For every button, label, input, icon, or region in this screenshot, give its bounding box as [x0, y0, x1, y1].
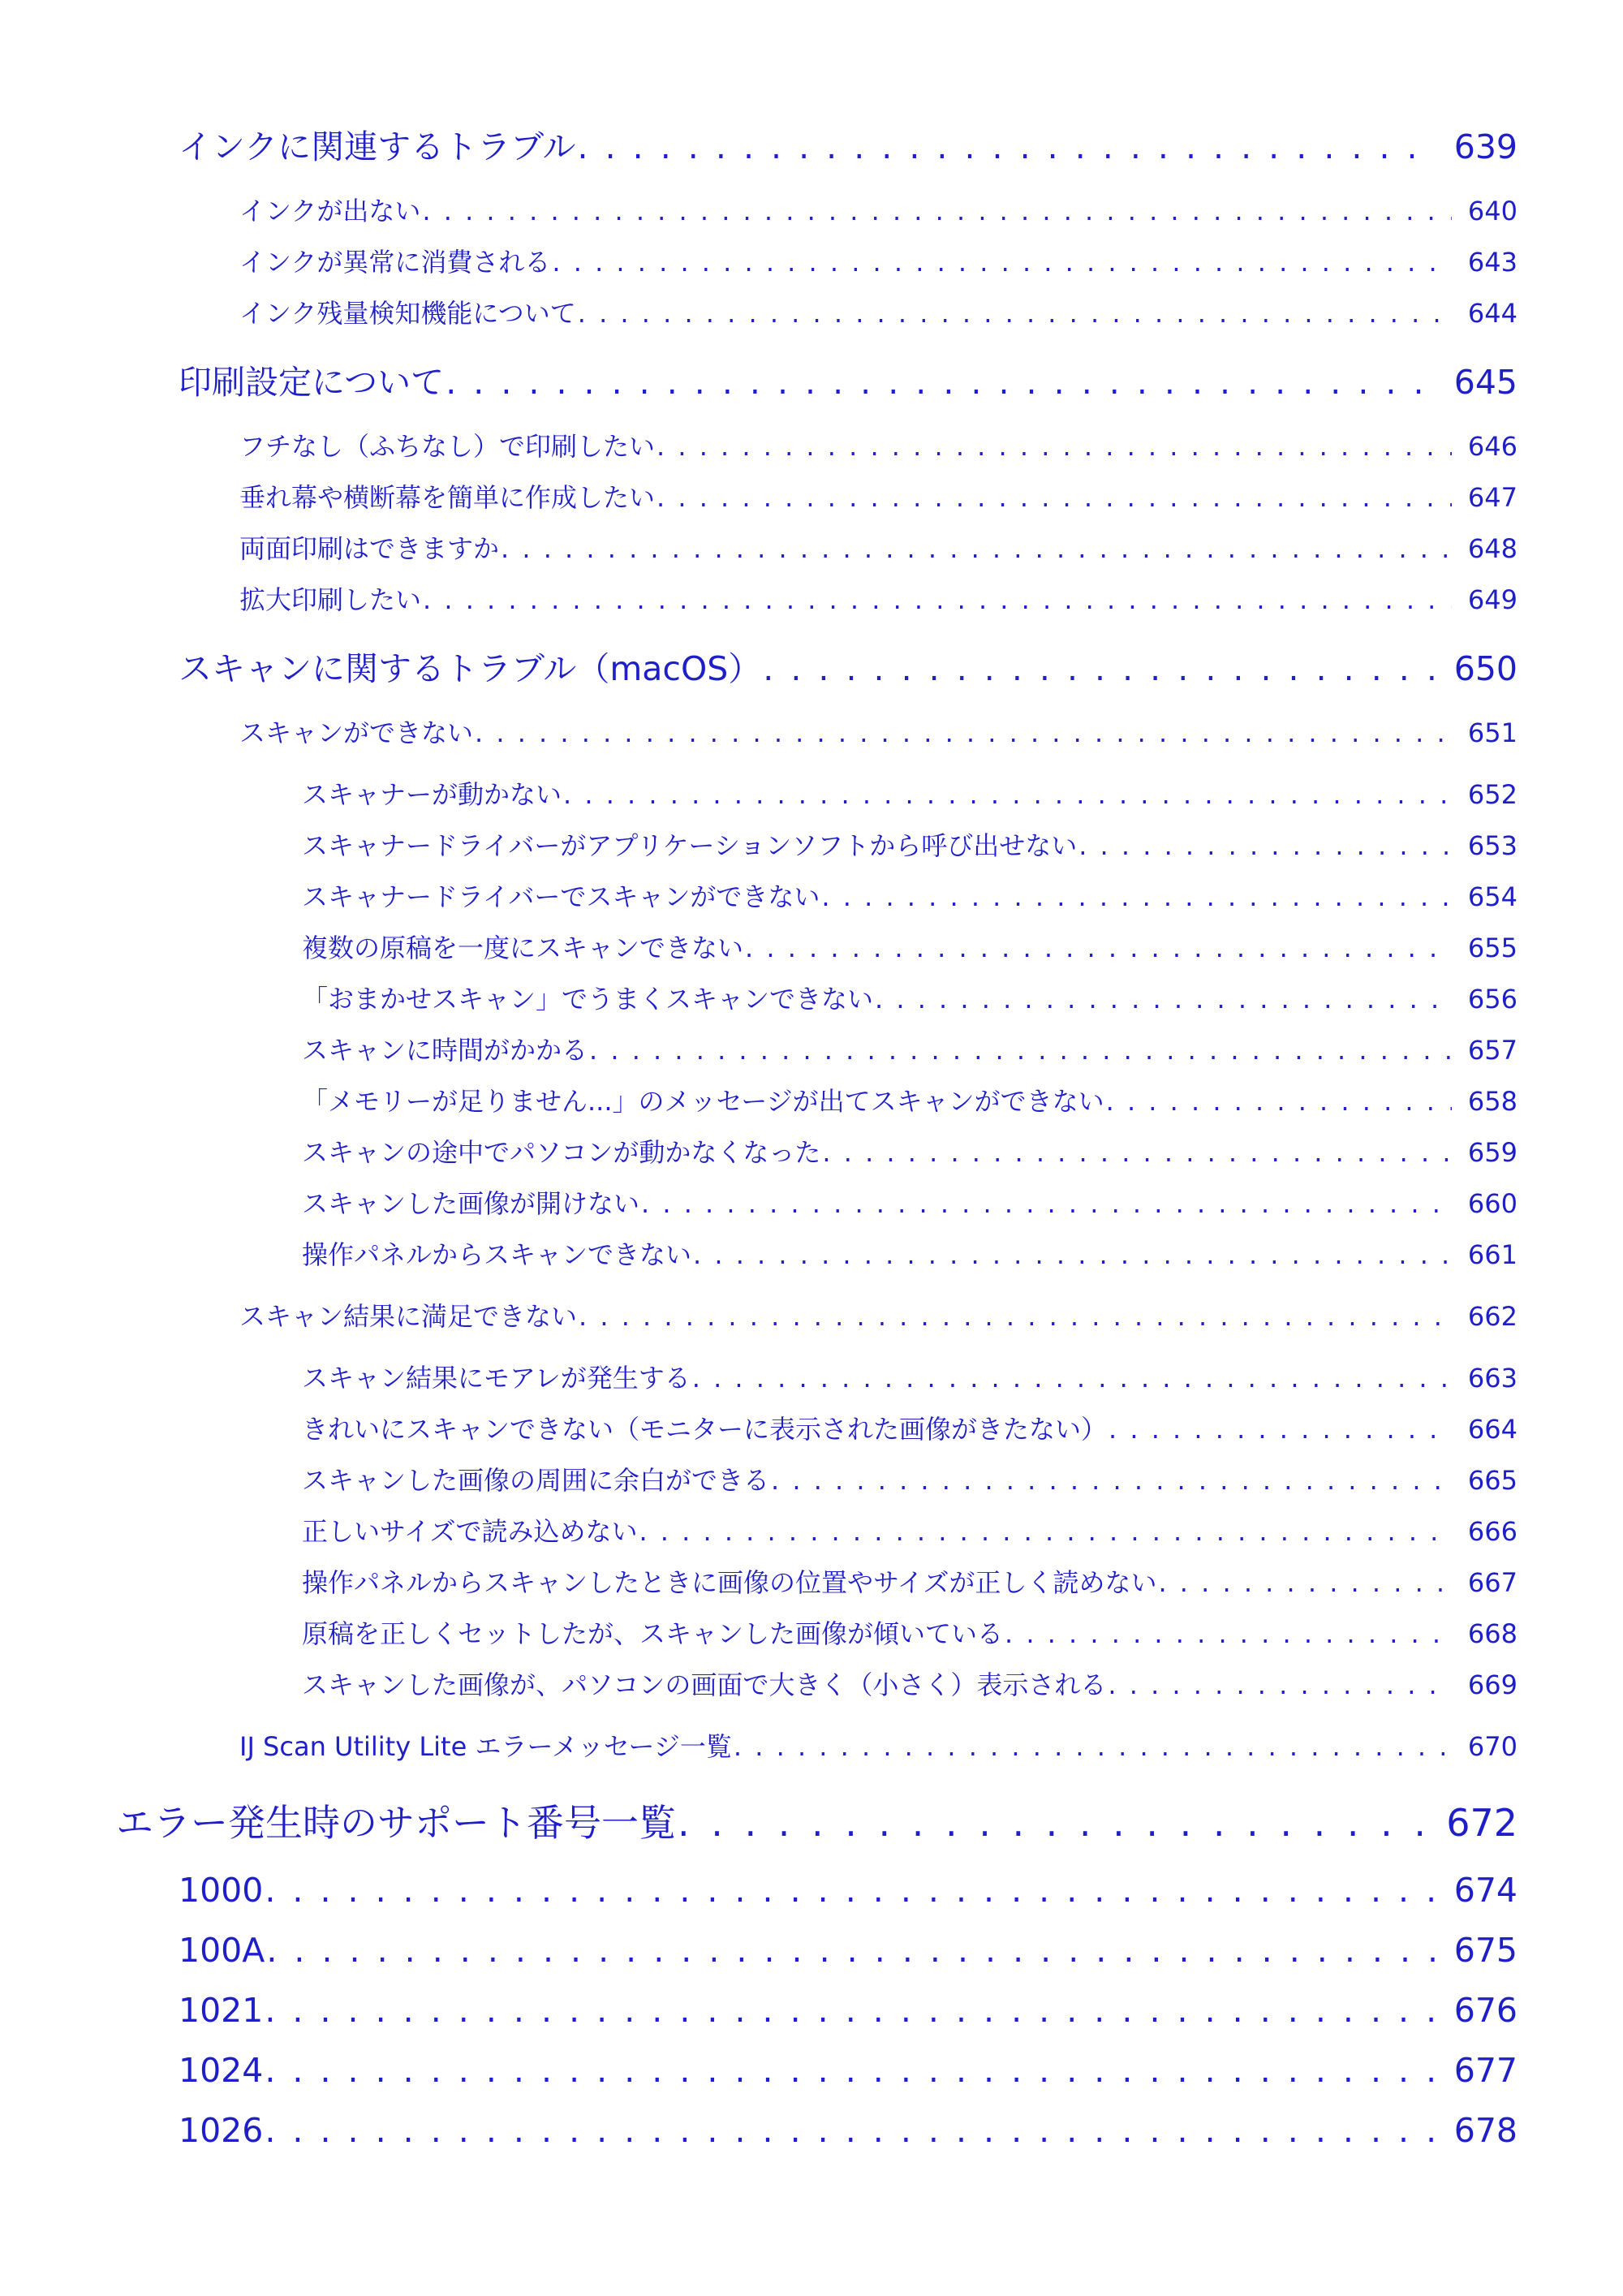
toc-entry-page: 662	[1467, 1301, 1518, 1332]
toc-entry-page: 666	[1467, 1516, 1518, 1547]
toc-entry-driver-cannot-start[interactable]	[302, 825, 1518, 863]
toc-entry-ink-consumed-abnormally[interactable]	[239, 242, 1518, 279]
toc-entry-page: 674	[1453, 1871, 1518, 1910]
dot-leader	[475, 717, 1452, 748]
dot-leader	[1078, 830, 1452, 861]
dot-leader	[639, 1516, 1451, 1547]
toc-entry-page: 670	[1467, 1731, 1518, 1762]
toc-entry-page: 651	[1467, 717, 1518, 748]
toc-entry-title: スキャンした画像が、パソコンの画面で大きく（小さく）表示される	[302, 1669, 1107, 1700]
toc-entry-title: スキャンに時間がかかる	[302, 1035, 588, 1066]
toc-entry-page: 667	[1467, 1567, 1518, 1598]
toc-entry-page: 648	[1467, 533, 1518, 564]
toc-entry-page: 654	[1467, 881, 1518, 912]
toc-entry-page: 676	[1453, 1991, 1518, 2030]
dot-leader	[589, 1035, 1452, 1066]
toc-entry-title: IJ Scan Utility Lite エラーメッセージ一覧	[239, 1731, 732, 1762]
toc-entry-title: 両面印刷はできますか	[239, 533, 500, 564]
toc-entry-title: 複数の原稿を一度にスキャンできない	[302, 933, 744, 963]
toc-entry-duplex[interactable]	[239, 528, 1518, 566]
dot-leader	[1158, 1567, 1451, 1598]
toc-entry-page: 678	[1453, 2111, 1518, 2150]
toc-entry-driver-cannot-scan[interactable]	[302, 877, 1518, 914]
toc-entry-title: きれいにスキャンできない（モニターに表示された画像がきたない）	[302, 1414, 1108, 1445]
dot-leader	[1108, 1669, 1452, 1700]
dot-leader	[745, 933, 1452, 963]
toc-entry-page: 668	[1467, 1618, 1518, 1649]
toc-entry-page: 647	[1467, 482, 1518, 513]
toc-entry-title: 1026	[179, 2111, 264, 2150]
toc-entry-page: 663	[1467, 1363, 1518, 1394]
toc-entry-page: 664	[1467, 1414, 1518, 1445]
dot-leader	[578, 298, 1452, 329]
toc-entry-wrong-size[interactable]	[302, 1511, 1518, 1549]
toc-entry-page: 655	[1467, 933, 1518, 963]
toc-entry-ij-scan-errors[interactable]	[239, 1726, 1518, 1764]
toc-entry-page: 656	[1467, 984, 1518, 1014]
toc-entry-page: 646	[1467, 431, 1518, 462]
toc-entry-page: 675	[1453, 1931, 1518, 1970]
toc-entry-title: スキャンができない	[239, 717, 474, 748]
toc-entry-title: エラー発生時のサポート番号一覧	[116, 1801, 676, 1845]
toc-entry-computer-freezes[interactable]	[302, 1132, 1518, 1170]
toc-entry-ink-level-detection[interactable]	[239, 293, 1518, 330]
toc-entry-title: 「おまかせスキャン」でうまくスキャンできない	[302, 984, 874, 1014]
toc-entry-page: 669	[1467, 1669, 1518, 1700]
toc-entry-title: 1021	[179, 1991, 264, 2030]
toc-entry-page: 659	[1467, 1137, 1518, 1168]
toc-entry-page: 643	[1467, 247, 1518, 278]
toc-entry-page: 653	[1467, 830, 1518, 861]
toc-entry-panel-position[interactable]	[302, 1562, 1518, 1600]
dot-leader	[578, 127, 1438, 166]
toc-entry-display-size[interactable]	[302, 1665, 1518, 1702]
toc-entry-title: 原稿を正しくセットしたが、スキャンした画像が傾いている	[302, 1618, 1004, 1649]
toc-entry-code-1026[interactable]	[179, 2111, 1518, 2150]
dot-leader	[692, 1363, 1452, 1394]
toc-entry-page: 644	[1467, 298, 1518, 329]
toc-entry-image-cannot-open[interactable]	[302, 1183, 1518, 1221]
dot-leader	[266, 1931, 1437, 1970]
toc-entry-page: 640	[1467, 196, 1518, 226]
dot-leader	[552, 247, 1452, 278]
dot-leader	[1005, 1618, 1452, 1649]
toc-entry-poor-quality[interactable]	[302, 1409, 1518, 1446]
toc-entry-code-1000[interactable]	[179, 1871, 1518, 1910]
toc-entry-page: 639	[1453, 127, 1518, 166]
toc-entry-title: インクが異常に消費される	[239, 247, 551, 278]
dot-leader	[422, 196, 1452, 226]
toc-entry-code-100a[interactable]	[179, 1931, 1518, 1970]
toc-entry-memory-message[interactable]	[302, 1081, 1518, 1118]
toc-entry-print-settings[interactable]	[179, 355, 1518, 403]
dot-leader	[657, 431, 1452, 462]
toc-entry-code-1024[interactable]	[179, 2051, 1518, 2090]
toc-entry-title: スキャンの途中でパソコンが動かなくなった	[302, 1137, 821, 1168]
dot-leader	[641, 1188, 1452, 1219]
toc-entry-page: 661	[1467, 1239, 1518, 1270]
toc-entry-title: フチなし（ふちなし）で印刷したい	[239, 431, 656, 462]
toc-entry-ink-trouble[interactable]	[179, 120, 1518, 168]
toc-entry-scanner-not-working[interactable]	[302, 774, 1518, 812]
toc-entry-title: インクが出ない	[239, 196, 421, 226]
dot-leader	[875, 984, 1452, 1014]
toc-entry-title: スキャナーが動かない	[302, 779, 562, 810]
toc-entry-page: 658	[1467, 1086, 1518, 1117]
toc-entry-title: 操作パネルからスキャンしたときに画像の位置やサイズが正しく読めない	[302, 1567, 1157, 1598]
toc-entry-title: 垂れ幕や横断幕を簡単に作成したい	[239, 482, 656, 513]
toc-entry-page: 672	[1446, 1801, 1518, 1845]
dot-leader	[563, 779, 1452, 810]
toc-entry-margins[interactable]	[302, 1460, 1518, 1497]
dot-leader	[822, 1137, 1452, 1168]
toc-entry-code-1021[interactable]	[179, 1991, 1518, 2030]
toc-entry-page: 660	[1467, 1188, 1518, 1219]
dot-leader	[446, 363, 1438, 402]
toc-entry-multiple-documents[interactable]	[302, 928, 1518, 965]
dot-leader	[821, 881, 1452, 912]
toc-entry-title: 正しいサイズで読み込めない	[302, 1516, 638, 1547]
dot-leader	[678, 1801, 1430, 1845]
dot-leader	[265, 2111, 1437, 2150]
toc-entry-page: 657	[1467, 1035, 1518, 1066]
toc-entry-title: スキャナードライバーでスキャンができない	[302, 881, 820, 912]
toc-entry-scan-slow[interactable]	[302, 1030, 1518, 1067]
toc-entry-title: 1024	[179, 2051, 264, 2090]
dot-leader	[265, 2051, 1437, 2090]
toc-entry-title: 「メモリーが足りません...」のメッセージが出てスキャンができない	[302, 1086, 1104, 1117]
dot-leader	[1109, 1414, 1452, 1445]
toc-entry-banner[interactable]	[239, 477, 1518, 515]
toc-entry-page: 665	[1467, 1465, 1518, 1496]
dot-leader	[1106, 1086, 1452, 1117]
dot-leader	[501, 533, 1452, 564]
toc-entry-page: 650	[1453, 649, 1518, 688]
toc-entry-title: 1000	[179, 1871, 264, 1910]
dot-leader	[771, 1465, 1452, 1496]
dot-leader	[579, 1301, 1452, 1332]
toc-entry-page: 652	[1467, 779, 1518, 810]
toc-entry-title: 拡大印刷したい	[239, 584, 422, 615]
toc-entry-title: 印刷設定について	[179, 363, 445, 402]
toc-entry-borderless-print[interactable]	[239, 426, 1518, 463]
toc-entry-title: インク残量検知機能について	[239, 298, 576, 329]
toc-entry-support-codes[interactable]	[116, 1794, 1518, 1847]
toc-entry-auto-scan[interactable]	[302, 979, 1518, 1016]
toc-entry-title: インクに関連するトラブル	[179, 127, 576, 166]
dot-leader	[423, 584, 1452, 615]
dot-leader	[657, 482, 1452, 513]
toc-entry-moire[interactable]	[302, 1358, 1518, 1395]
toc-entry-title: 操作パネルからスキャンできない	[302, 1239, 692, 1270]
toc-entry-title: スキャンした画像が開けない	[302, 1188, 640, 1219]
toc-entry-title: スキャン結果に満足できない	[239, 1301, 578, 1332]
toc-entry-title: スキャン結果にモアレが発生する	[302, 1363, 691, 1394]
toc-entry-page: 645	[1453, 363, 1518, 402]
dot-leader	[265, 1991, 1437, 2030]
toc-entry-cannot-scan[interactable]	[239, 713, 1518, 750]
toc-entry-panel-cannot-scan[interactable]	[302, 1234, 1518, 1272]
dot-leader	[763, 649, 1437, 688]
dot-leader	[265, 1871, 1437, 1910]
toc-entry-title: スキャナードライバーがアプリケーションソフトから呼び出せない	[302, 830, 1078, 861]
toc-entry-enlarge-print[interactable]	[239, 579, 1518, 617]
toc-entry-scan-trouble-macos[interactable]	[179, 642, 1518, 690]
toc-entry-unsatisfactory-results[interactable]	[239, 1296, 1518, 1333]
toc-entry-title: 100A	[179, 1931, 265, 1970]
dot-leader	[734, 1731, 1452, 1762]
toc-entry-title: スキャンに関するトラブル（macOS）	[179, 649, 762, 688]
toc-entry-title: スキャンした画像の周囲に余白ができる	[302, 1465, 770, 1496]
toc-entry-ink-not-coming-out[interactable]	[239, 191, 1518, 228]
toc-entry-page: 649	[1467, 584, 1518, 615]
toc-entry-skewed-image[interactable]	[302, 1613, 1518, 1651]
dot-leader	[693, 1239, 1452, 1270]
toc-entry-page: 677	[1453, 2051, 1518, 2090]
